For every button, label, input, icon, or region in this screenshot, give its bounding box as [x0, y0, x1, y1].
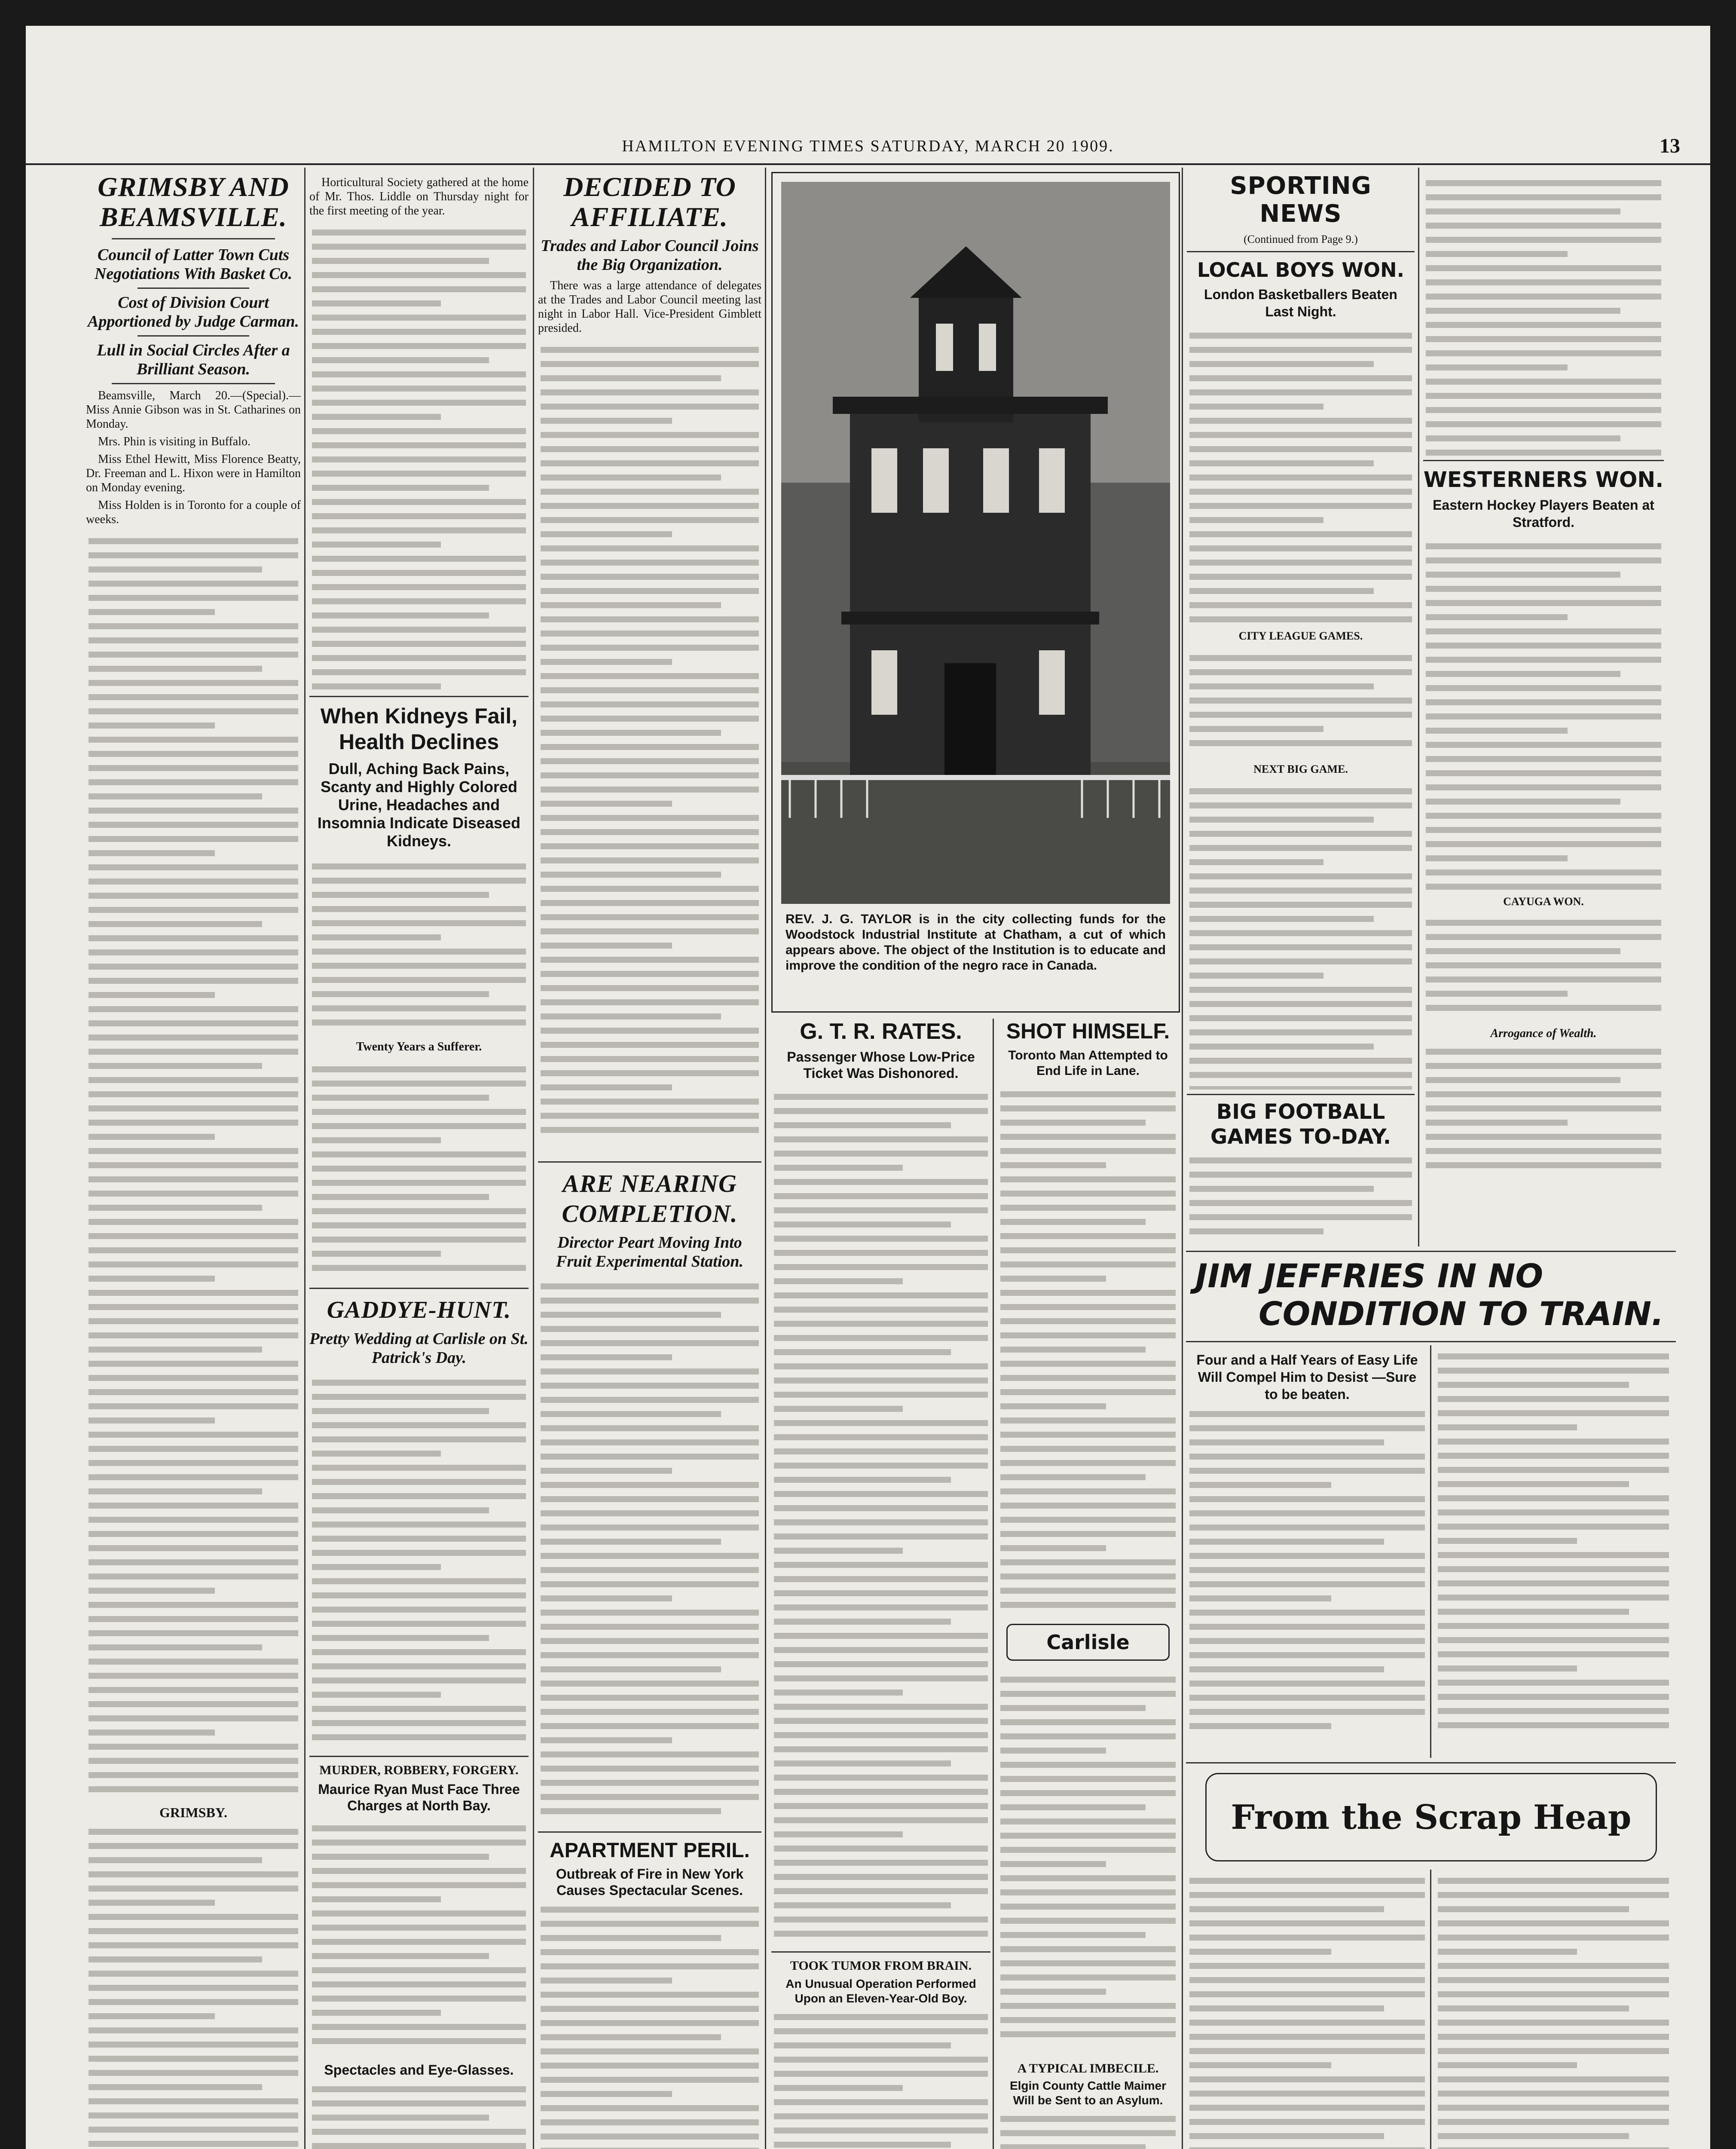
- page-number: 13: [1660, 135, 1680, 157]
- deck: An Unusual Operation Performed Upon an Eleven-Year-Old Boy.: [785, 1977, 976, 2005]
- deck: Trades and Labor Council Joins the Big Organization.: [541, 237, 759, 274]
- body-text-lines: [1423, 535, 1664, 892]
- body-text-lines: [1187, 324, 1415, 625]
- body-text-lines: [1187, 780, 1415, 1090]
- scrap-heap-banner: [1205, 1773, 1657, 1861]
- deck: Toronto Man Attempted to End Life in Lane.: [1008, 1048, 1168, 1078]
- column-rule: [1182, 168, 1183, 2149]
- body-text-lines: [1423, 912, 1664, 1023]
- subhead: TOOK TUMOR FROM BRAIN.: [790, 1959, 972, 1973]
- body-text-lines: [309, 2086, 529, 2149]
- column-rule: [1430, 1870, 1431, 2149]
- body-text-lines: [1423, 1049, 1664, 1168]
- body-text-lines: [1187, 1411, 1427, 1729]
- column-rule: [533, 168, 534, 2149]
- body-text-lines: [309, 855, 529, 1036]
- jeffries-left: [1187, 1345, 1427, 1758]
- body-text-lines: [1435, 1353, 1672, 1728]
- masthead: [26, 133, 1710, 165]
- section-rule: [1186, 1341, 1676, 1342]
- body-text-lines: [309, 1058, 529, 1282]
- institute-photo: [781, 182, 1170, 904]
- column-rule: [765, 168, 766, 2149]
- deck: Four and a Half Years of Easy Life Will Compel Him to Desist —Sure to be beaten.: [1196, 1352, 1418, 1402]
- body-text-lines: [538, 1907, 761, 2149]
- body-text-lines: [1187, 1157, 1415, 1234]
- deck: Director Peart Moving Into Fruit Experimental Station.: [556, 1234, 744, 1270]
- paragraph: Beamsville, March 20.—(Special).—Miss Annie Gibson was in St. Catharines on Monday.: [86, 389, 301, 431]
- body-text-lines: [1423, 172, 1664, 456]
- article-gtr-rates: [771, 1019, 990, 2149]
- building-illustration: [781, 182, 1170, 904]
- jeffries-right: [1435, 1345, 1672, 1758]
- body-text-lines: [309, 1817, 529, 2058]
- headline: GADDYE-HUNT.: [327, 1297, 511, 1323]
- subhead: MURDER, ROBBERY, FORGERY.: [319, 1763, 519, 1777]
- body-text-lines: [998, 1668, 1178, 2055]
- body-text-lines: [538, 339, 761, 1155]
- deck: Outbreak of Fire in New York Causes Spectacular Scenes.: [556, 1866, 744, 1898]
- subhead: Spectacles and Eye-Glasses.: [324, 2062, 514, 2078]
- box-label: Carlisle: [1046, 1631, 1130, 1654]
- paragraph: Miss Ethel Hewitt, Miss Florence Beatty, Dr. Freeman and L. Hixon were in Hamilton on Monday evening.: [86, 453, 301, 494]
- subhead: GRIMSBY.: [159, 1805, 227, 1820]
- column-three: [538, 172, 761, 2149]
- jeffries-banner: [1187, 1257, 1672, 1333]
- photo-caption: REV. J. G. TAYLOR is in the city collecting funds for the Woodstock Industrial Institute at Chatham, a cut of which appears above. The object of the Institution is to educate and improve the condition of the negro race in Canada.: [785, 912, 1166, 973]
- headline: GRIMSBY AND BEAMSVILLE.: [98, 172, 289, 232]
- subhead: CAYUGA WON.: [1503, 895, 1584, 908]
- body-text-lines: [1187, 647, 1415, 759]
- paragraph: Horticultural Society gathered at the home of Mr. Thos. Liddle on Thursday night for the first meeting of the year.: [309, 176, 529, 217]
- ad-subhead: Twenty Years a Sufferer.: [356, 1040, 482, 1053]
- continued-note: (Continued from Page 9.): [1244, 233, 1358, 245]
- banner-headline-line2: CONDITION TO TRAIN.: [1259, 1295, 1664, 1333]
- article-shot-himself: [998, 1019, 1178, 2149]
- ad-deck: Dull, Aching Back Pains, Scanty and Highly Colored Urine, Headaches and Insomnia Indicate Diseased Kidneys.: [317, 760, 521, 850]
- deck: Pretty Wedding at Carlisle on St. Patrick's Day.: [309, 1330, 529, 1367]
- headline: BIG FOOTBALL GAMES TO-DAY.: [1210, 1100, 1391, 1149]
- photo-feature: [771, 172, 1180, 1013]
- deck: Elgin County Cattle Maimer Will be Sent to an Asylum.: [1009, 2079, 1167, 2107]
- body-text-lines: [309, 1371, 529, 1750]
- column-two: [309, 172, 529, 2149]
- body-text-lines: [86, 530, 301, 1798]
- newspaper-page: [26, 26, 1710, 2149]
- headline: ARE NEARING COMPLETION.: [562, 1169, 738, 1228]
- body-text-lines: [771, 1086, 990, 1945]
- masthead-title: HAMILTON EVENING TIMES SATURDAY, MARCH 20 1909.: [622, 137, 1114, 155]
- body-text-lines: [998, 2116, 1178, 2149]
- carlisle-box: [1006, 1624, 1170, 1661]
- deck: Cost of Division Court Apportioned by Judge Carman.: [88, 294, 299, 331]
- headline: DECIDED TO AFFILIATE.: [563, 172, 736, 232]
- scrap-right: [1435, 1870, 1672, 2149]
- westerners-column: [1423, 172, 1664, 1246]
- subhead: Arrogance of Wealth.: [1490, 1027, 1597, 1040]
- body-text-lines: [1435, 1878, 1672, 2149]
- subhead: A TYPICAL IMBECILE.: [1017, 2061, 1159, 2076]
- paragraph: Miss Holden is in Toronto for a couple of weeks.: [86, 499, 301, 526]
- headline: APARTMENT PERIL.: [550, 1839, 750, 1862]
- body-text-lines: [538, 1275, 761, 1825]
- body-text-lines: [998, 1083, 1178, 1616]
- section-rule: [1186, 1251, 1676, 1252]
- article-grimsby: [86, 172, 301, 2149]
- body-text-lines: [309, 221, 529, 690]
- column-rule: [1430, 1345, 1431, 1758]
- deck: Council of Latter Town Cuts Negotiations With Basket Co.: [94, 246, 293, 283]
- sporting-news: [1187, 172, 1415, 1246]
- column-rule: [993, 1019, 994, 2149]
- body-text-lines: [771, 2014, 990, 2149]
- column-rule: [1418, 168, 1419, 1246]
- subhead: NEXT BIG GAME.: [1253, 763, 1348, 775]
- paragraph: Mrs. Phin is visiting in Buffalo.: [98, 435, 251, 448]
- body-text-lines: [86, 1829, 301, 2149]
- scrap-left: [1187, 1870, 1427, 2149]
- ad-headline: When Kidneys Fail, Health Declines: [320, 704, 518, 754]
- section-rule: [1186, 1762, 1676, 1763]
- deck: London Basketballers Beaten Last Night.: [1204, 287, 1397, 319]
- body-text-lines: [1187, 1878, 1427, 2149]
- section-headline: SPORTING NEWS: [1230, 172, 1372, 228]
- subhead: CITY LEAGUE GAMES.: [1238, 630, 1363, 642]
- deck: Maurice Ryan Must Face Three Charges at North Bay.: [318, 1782, 520, 1813]
- headline: SHOT HIMSELF.: [1006, 1019, 1170, 1043]
- headline: LOCAL BOYS WON.: [1197, 258, 1405, 282]
- banner-headline: From the Scrap Heap: [1231, 1797, 1632, 1837]
- column-rule: [304, 168, 306, 2149]
- headline: WESTERNERS WON.: [1423, 467, 1664, 492]
- banner-headline-line1: JIM JEFFRIES IN NO: [1195, 1257, 1543, 1295]
- paragraph: There was a large attendance of delegates at the Trades and Labor Council meeting last night in Labor Hall. Vice-President Gimblett presided.: [538, 279, 761, 335]
- deck: Lull in Social Circles After a Brilliant Season.: [97, 341, 290, 378]
- deck: Passenger Whose Low-Price Ticket Was Dishonored.: [787, 1049, 975, 1081]
- headline: G. T. R. RATES.: [800, 1019, 962, 1044]
- deck: Eastern Hockey Players Beaten at Stratford.: [1433, 497, 1654, 530]
